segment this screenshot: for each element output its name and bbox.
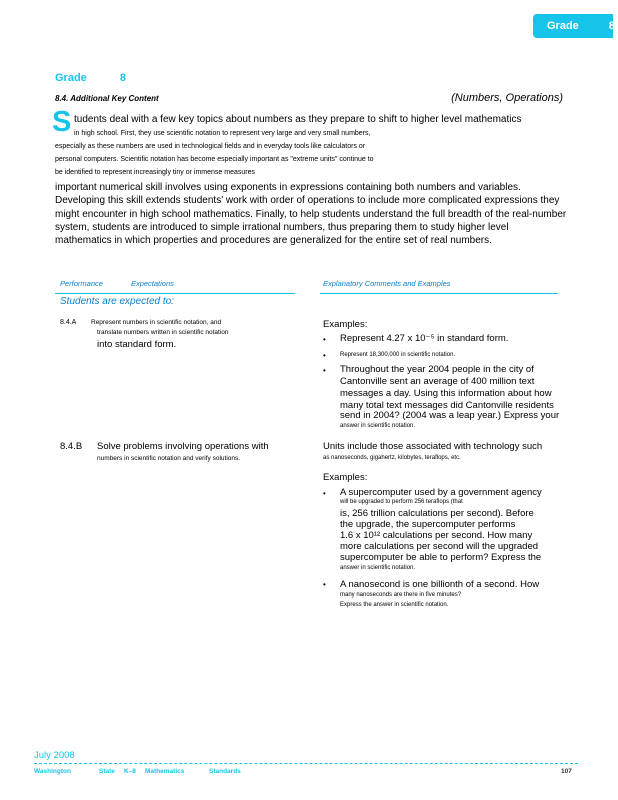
bullet-marker: • <box>323 489 326 498</box>
section-category: (Numbers, Operations) <box>451 92 563 104</box>
expectation-text: Represent numbers in scientific notation, and <box>91 319 222 326</box>
grade-tab-label: Grade <box>547 20 579 32</box>
performance-expectations-heading <box>60 279 174 288</box>
footer-word: Washington <box>34 768 71 775</box>
grade-tab-number: 8 <box>608 20 615 32</box>
expectation-text: translate numbers written in scientific notation <box>97 329 229 336</box>
left-heading-rule <box>55 293 295 294</box>
grade-heading <box>55 72 126 84</box>
example-line: the upgrade, the supercomputer performs <box>340 519 516 530</box>
expectation-code: 8.4.A <box>60 319 77 326</box>
example-line: messages a day. Using this information about how <box>340 388 552 399</box>
intro-small-line: be identified to represent increasingly tiny or immense measures <box>55 169 255 176</box>
expectation-text: into standard form. <box>97 339 177 350</box>
examples-label: Examples: <box>323 319 368 330</box>
footer-word: Standards <box>209 768 241 775</box>
bullet-marker: • <box>323 351 326 360</box>
example-line: answer in scientific notation. <box>340 565 416 571</box>
example-line: A supercomputer used by a government agency <box>340 487 542 498</box>
example-line: 1.6 x 10¹² calculations per second. How many <box>340 530 533 541</box>
expectation-text: Solve problems involving operations with <box>97 441 269 452</box>
section-title: 8.4. Additional Key Content <box>55 94 159 103</box>
example-line: Throughout the year 2004 people in the city of <box>340 364 534 375</box>
bullet-marker: • <box>323 580 326 589</box>
units-line: Units include those associated with technology such <box>323 441 543 452</box>
footer-word: State <box>99 768 115 775</box>
footer-word: Mathematics <box>145 768 185 775</box>
bullet-marker: • <box>323 335 326 344</box>
grade-tab <box>533 14 613 38</box>
example-line: many nanoseconds are there in five minutes? <box>340 592 462 598</box>
expectation-text: numbers in scientific notation and verify solutions. <box>97 455 241 462</box>
heading-expectations: Expectations <box>130 279 174 288</box>
example-line: answer in scientific notation. <box>340 423 416 429</box>
example-item: Represent 4.27 x 10⁻⁵ in standard form. <box>340 333 509 344</box>
grade-heading-number: 8 <box>119 72 126 84</box>
example-line: more calculations per second will the upgraded <box>340 541 539 552</box>
example-item: Represent 18,300,000 in scientific notation. <box>340 352 456 358</box>
heading-performance: Performance <box>60 279 103 288</box>
example-line: many total text messages did Cantonville residents <box>340 400 554 411</box>
footer-date: July 2008 <box>34 750 75 761</box>
intro-small-line: especially as these numbers are used in technological fields and in everyday tools like calculators or <box>55 143 366 150</box>
grade-heading-label: Grade <box>55 72 87 84</box>
units-line: as nanoseconds, gigahertz, kilobytes, teraflops, etc. <box>323 455 461 461</box>
example-line: send in 2004? (2004 was a leap year.) Express your <box>340 410 560 421</box>
intro-small-line: in high school. First, they use scientific notation to represent very large and very small numbers, <box>74 130 371 137</box>
footer-word: K–8 <box>124 768 136 775</box>
example-line: Cantonville sent an average of 400 million text <box>340 376 535 387</box>
example-line: Express the answer in scientific notation. <box>340 602 449 608</box>
example-line: A nanosecond is one billionth of a second. How <box>340 579 540 590</box>
bullet-marker: • <box>323 366 326 375</box>
intro-small-line: personal computers. Scientific notation has become especially important as "extreme units" continue to <box>55 156 374 163</box>
right-heading-rule <box>320 293 558 294</box>
examples-label: Examples: <box>323 472 368 483</box>
students-expected-label: Students are expected to: <box>60 296 174 307</box>
intro-dropcap: S <box>52 106 72 138</box>
example-line: is, 256 trillion calculations per second). Before <box>340 508 534 519</box>
explanatory-heading: Explanatory Comments and Examples <box>323 279 451 288</box>
page-number: 107 <box>561 768 572 775</box>
example-line: supercomputer be able to perform? Express the <box>340 552 542 563</box>
example-line: will be upgraded to perform 256 teraflops (that <box>340 499 463 505</box>
footer-rule <box>34 763 578 764</box>
intro-body-paragraph: important numerical skill involves using exponents in expressions containing both numbers and variables. Developing this skill extends students' work with order of operations to include more complicated expressions they might encounter in high school mathematics. Finally, to help students understand the full breadth of the real-number system, students are introduced to simple irrational numbers, thus preparing them to study higher level mathematics in which properties and procedures are generalized for the entire set of real numbers. <box>55 182 567 247</box>
expectation-code: 8.4.B <box>60 441 83 452</box>
intro-first-line: tudents deal with a few key topics about numbers as they prepare to shift to higher level mathematics <box>74 114 522 125</box>
